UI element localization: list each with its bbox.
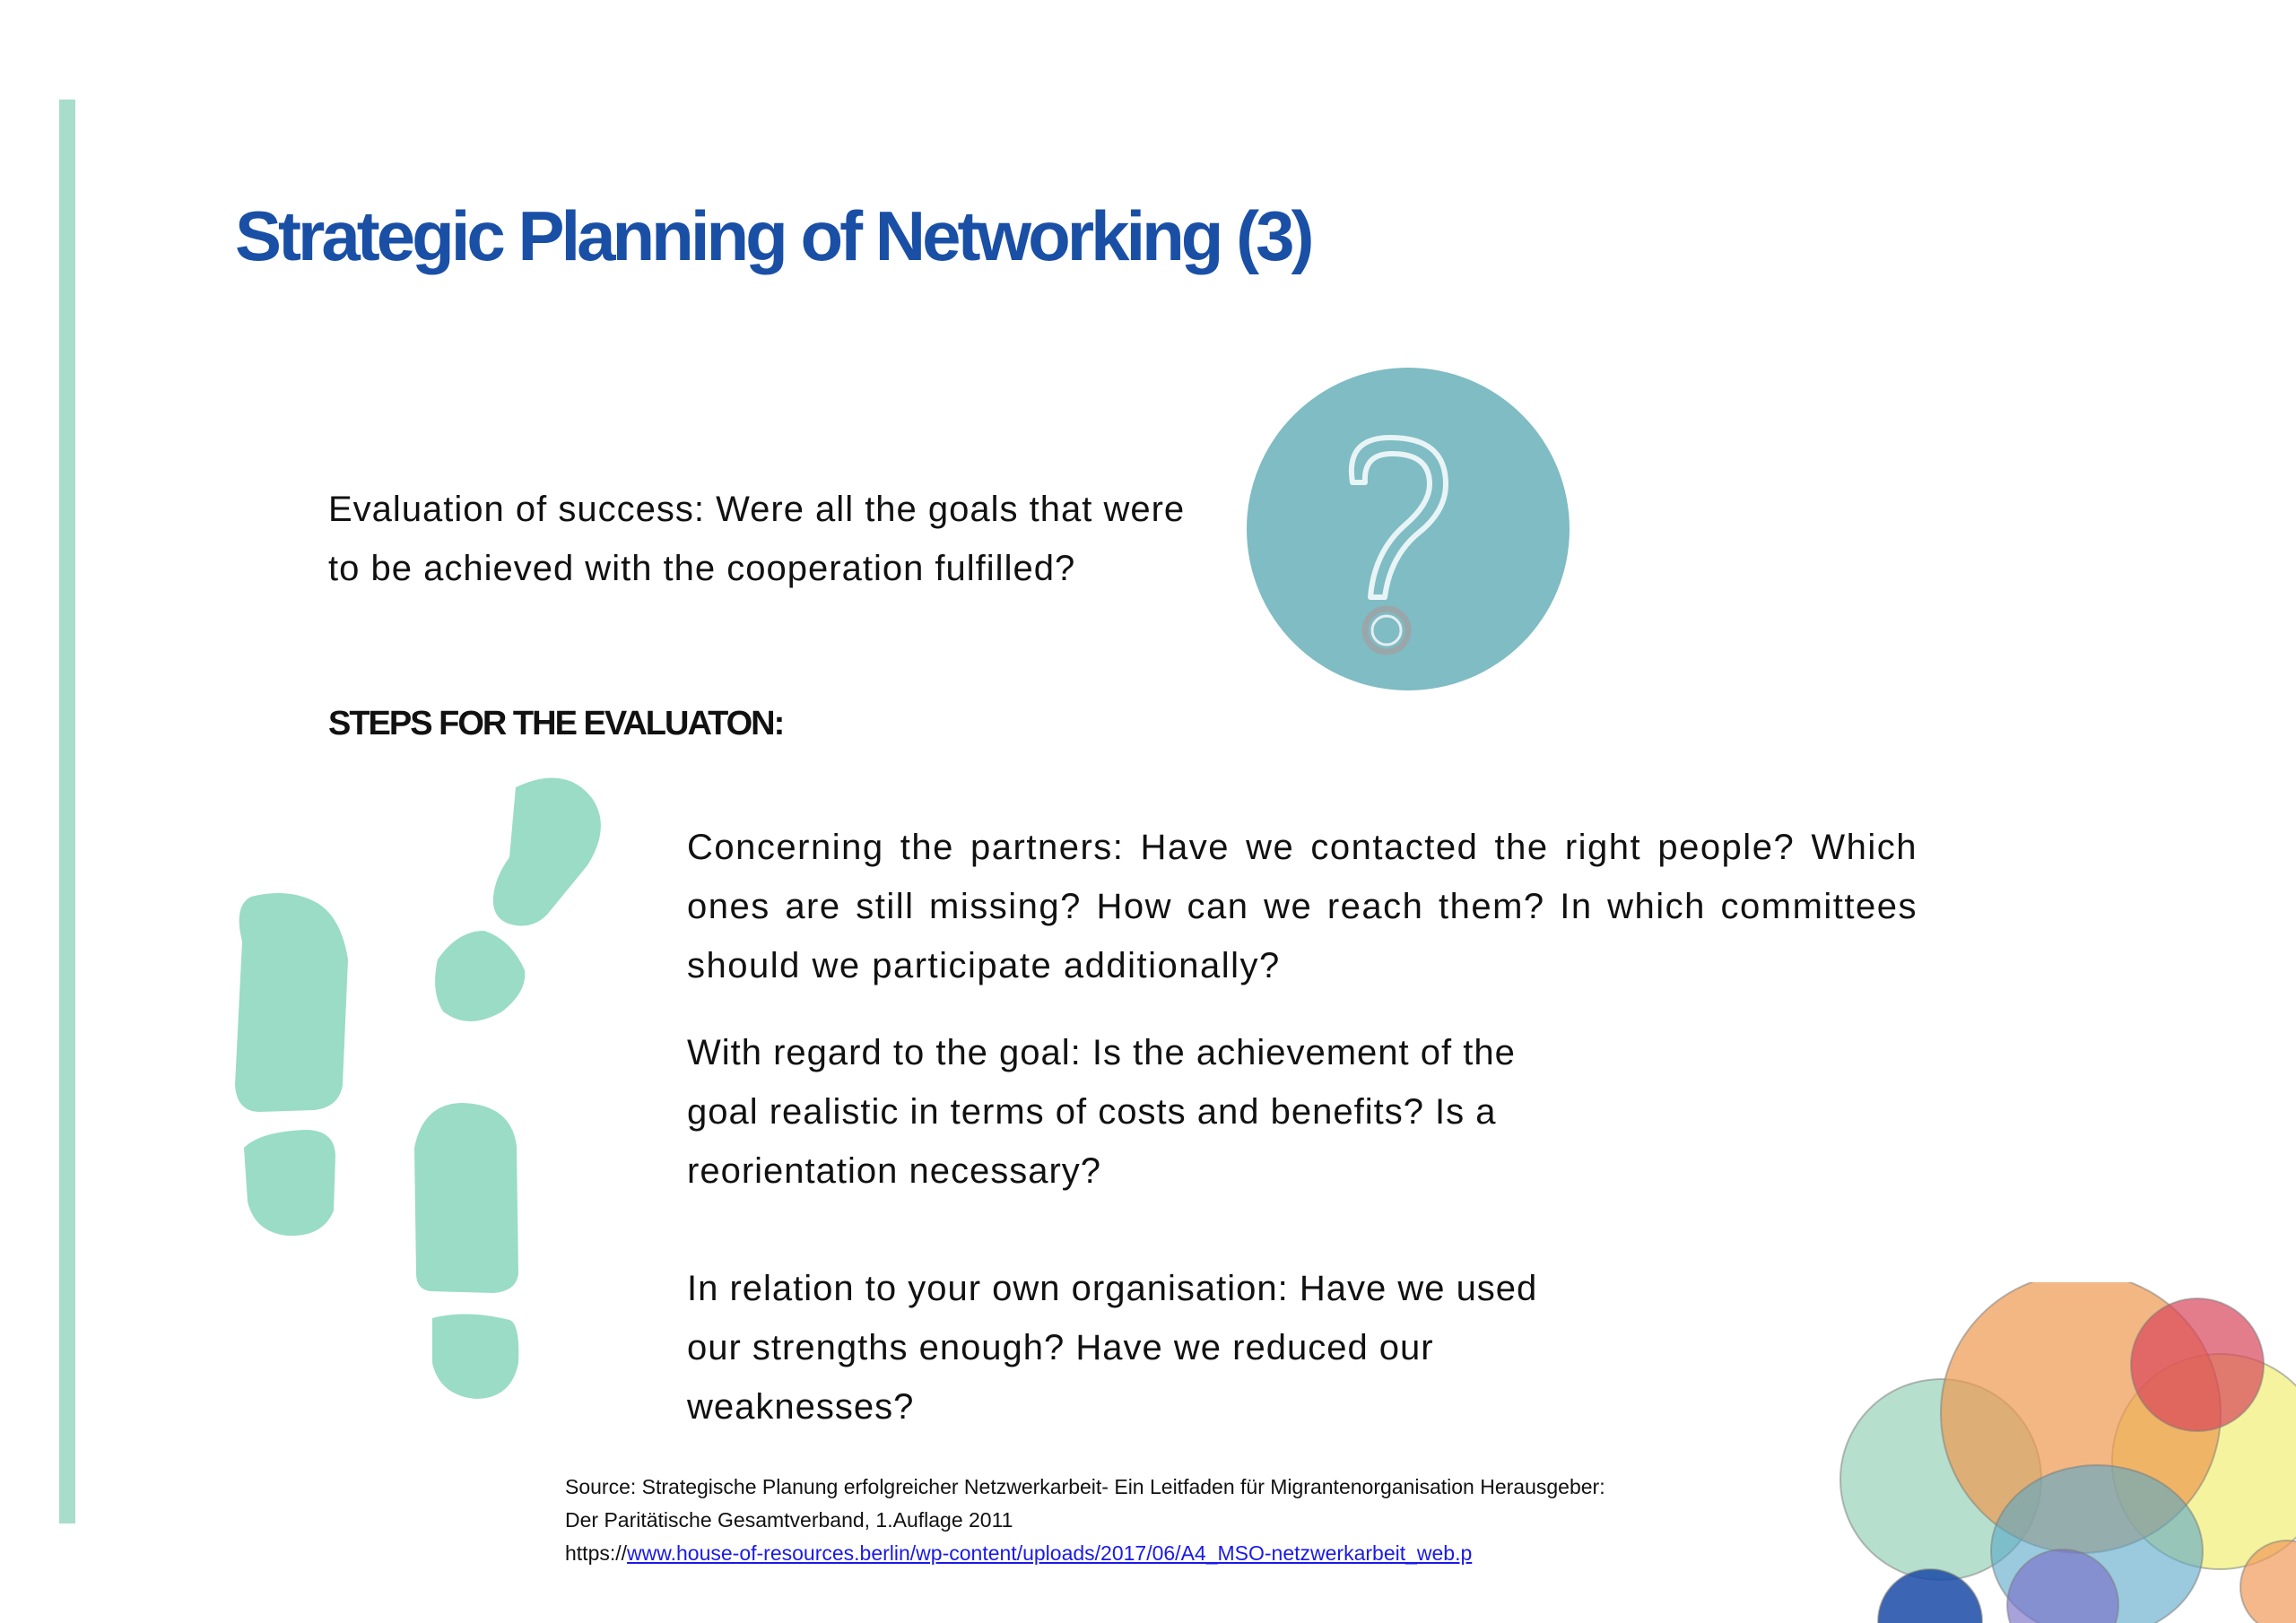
speech-bubbles-icon — [1812, 1282, 2296, 1623]
steps-heading: STEPS FOR THE EVALUATON: — [328, 705, 784, 742]
intro-line-1: Evaluation of success: Were all the goals that were — [328, 490, 1186, 529]
source-line-2: Der Paritätische Gesamtverband, 1.Auflage 2011 — [565, 1508, 1013, 1532]
paragraph-goal: With regard to the goal: Is the achievement of the goal realistic in terms of costs and benefits? Is a reorientation necessary? — [687, 1033, 1516, 1191]
source-url-prefix: https:// — [565, 1541, 628, 1565]
intro-line-2: to be achieved with the cooperation fulfilled? — [328, 549, 1076, 588]
footprints-icon — [224, 771, 691, 1417]
slide-title: Strategic Planning of Networking (3) — [235, 196, 1311, 275]
paragraph-organisation: In relation to your own organisation: Have we used our strengths enough? Have we reduced our weaknesses? — [687, 1269, 1538, 1427]
source-link[interactable]: www.house-of-resources.berlin/wp-content/uploads/2017/06/A4_MSO-netzwerkarbeit_web.p — [627, 1541, 1473, 1565]
source-line-3 — [565, 1537, 1839, 1570]
accent-bar — [59, 100, 75, 1523]
question-mark-icon — [1247, 368, 1570, 690]
source-line-1: Source: Strategische Planung erfolgreicher Netzwerkarbeit- Ein Leitfaden für Migrantenorganisation Herausgeber: — [565, 1475, 1605, 1498]
paragraph-partners: Concerning the partners: Have we contacted the right people? Which ones are still missing? How can we reach them? In which committees should we participate additionally? — [687, 828, 1918, 985]
intro-text — [328, 480, 1225, 598]
source-citation — [565, 1471, 1839, 1570]
